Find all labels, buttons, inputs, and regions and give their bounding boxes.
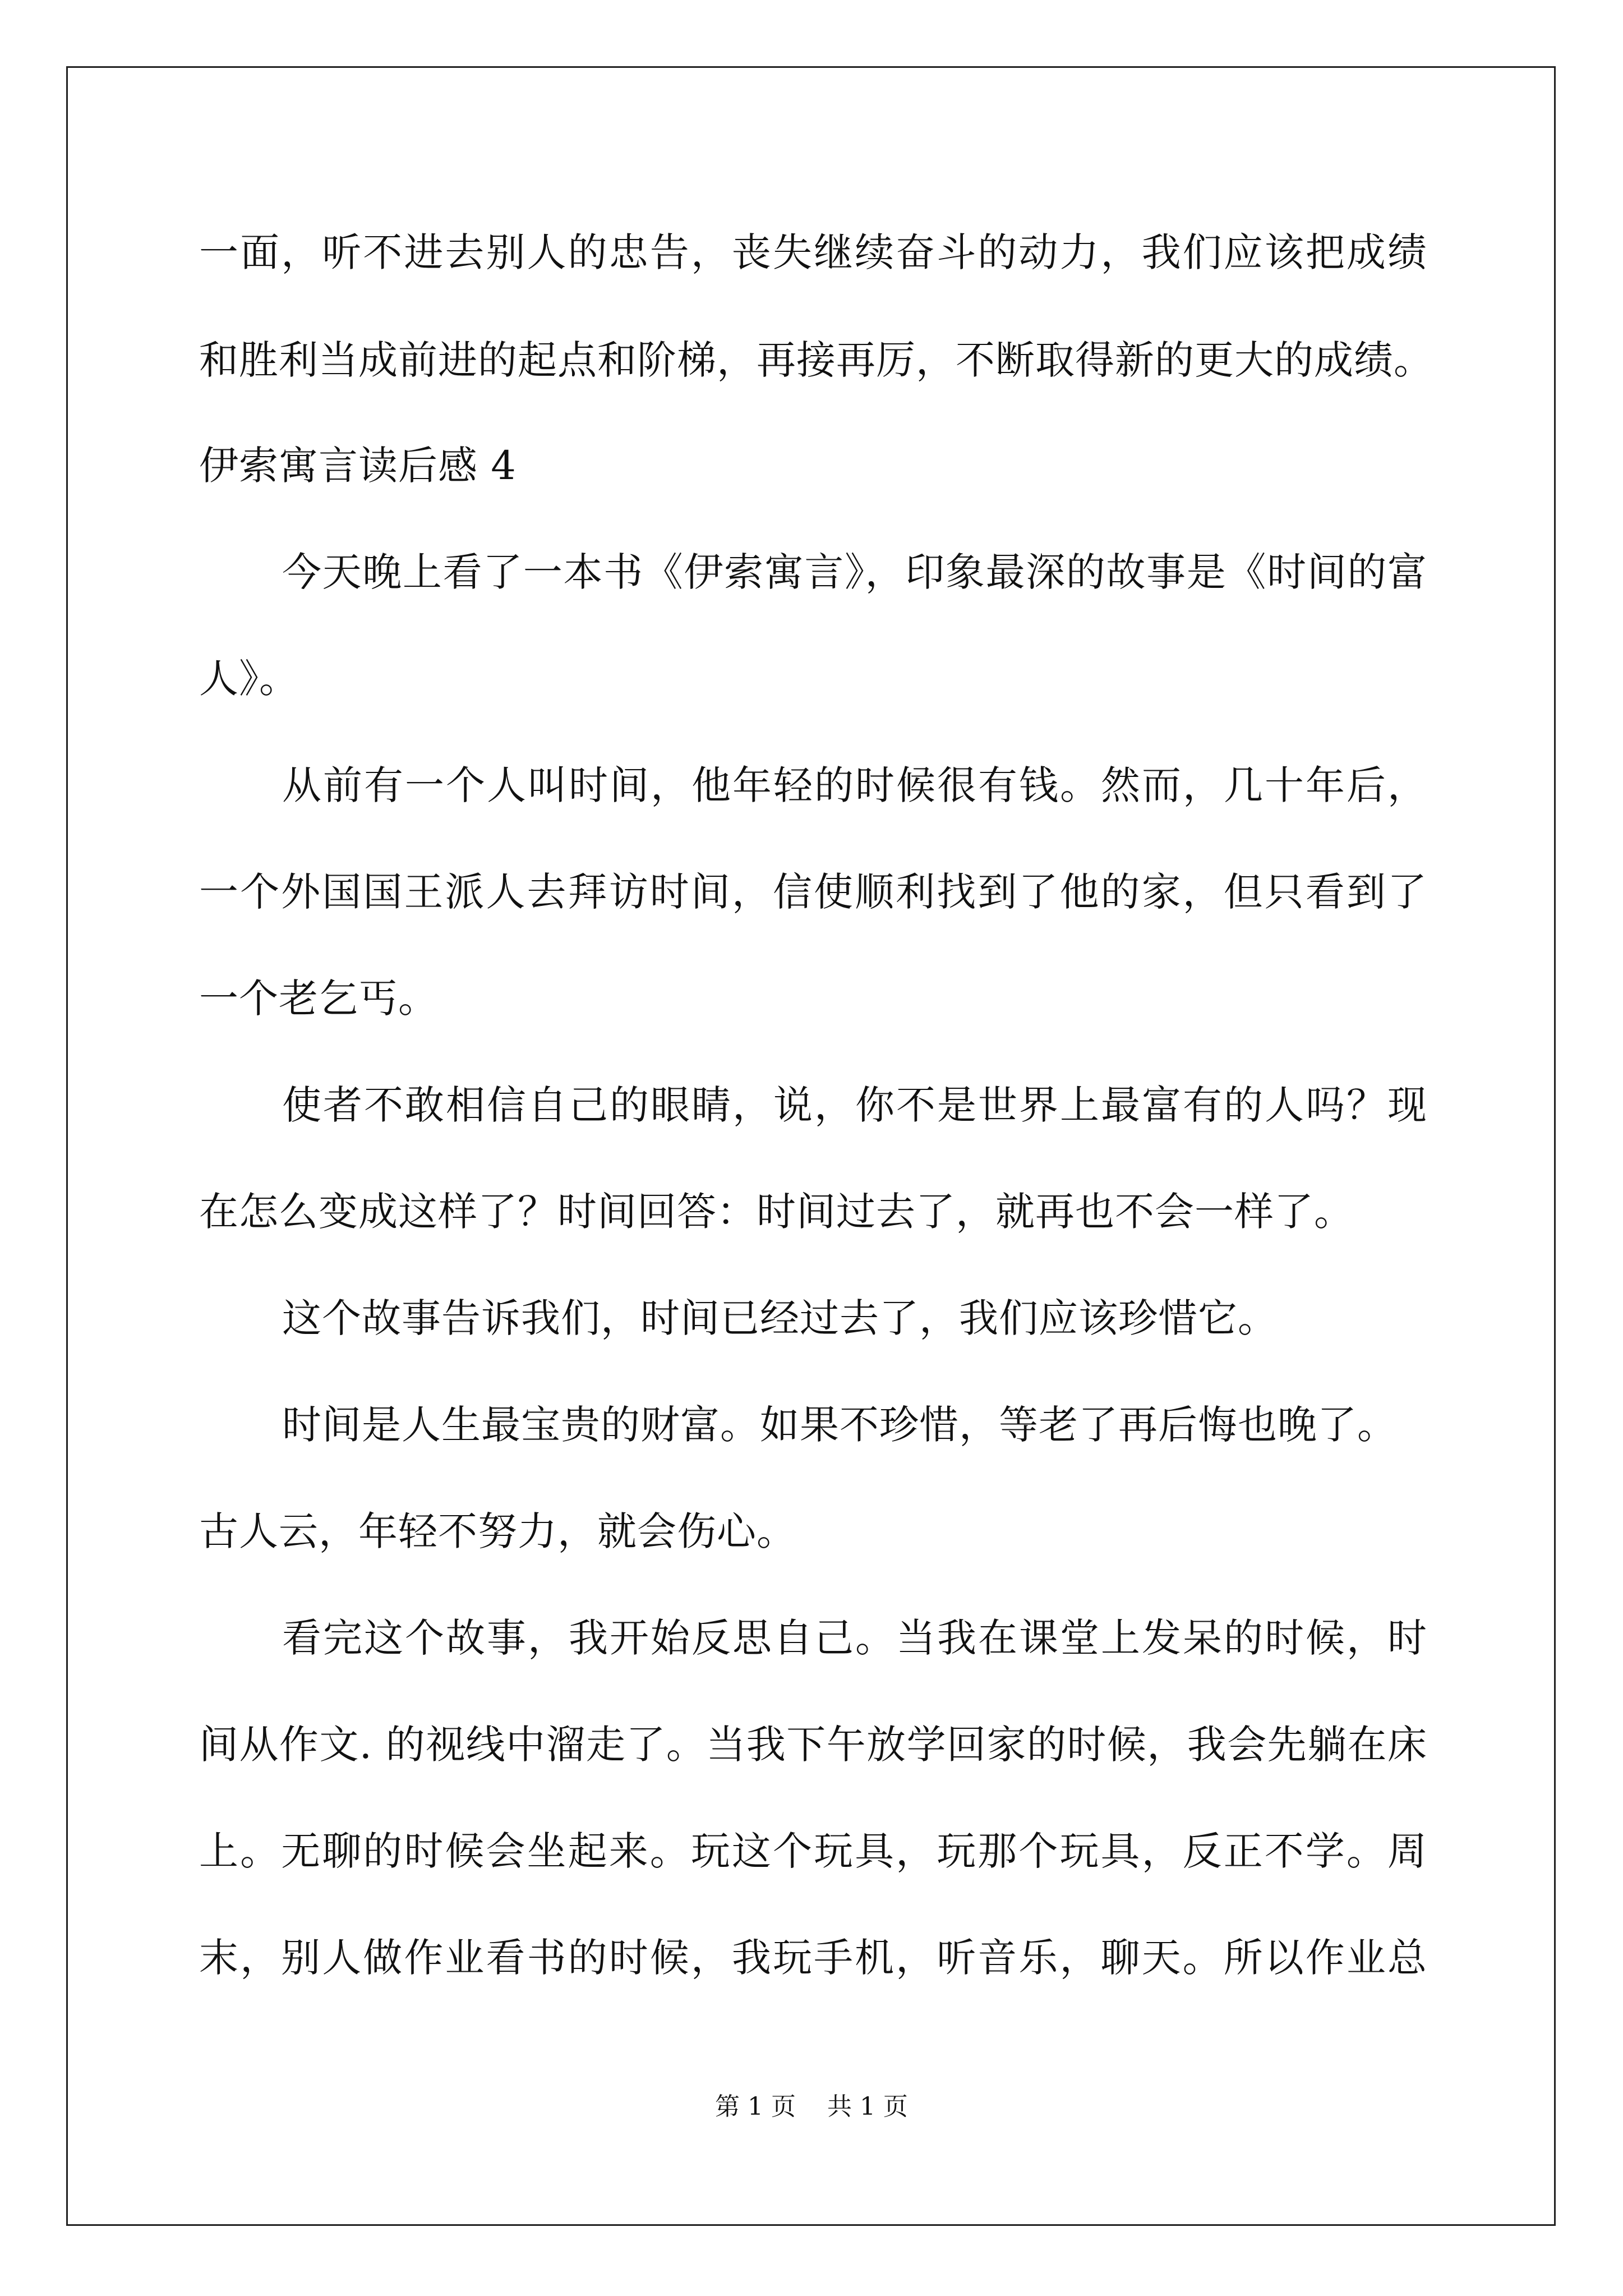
page-number-footer: 第 1 页 共 1 页 <box>715 2092 908 2121</box>
text-line-17: 末，别人做作业看书的时候，我玩手机，听音乐，聊天。所以作业总 <box>199 1935 1427 1981</box>
text-line-16: 上。无聊的时候会坐起来。玩这个玩具，玩那个玩具，反正不学。周 <box>199 1828 1427 1874</box>
text-line-7: 一个外国国王派人去拜访时间，信使顺利找到了他的家，但只看到了 <box>199 869 1427 915</box>
text-line-5: 人》。 <box>199 656 299 702</box>
text-line-1: 一面，听不进去别人的忠告，丧失继续奋斗的动力，我们应该把成绩 <box>199 229 1427 275</box>
text-line-2: 和胜利当成前进的起点和阶梯，再接再厉，不断取得新的更大的成绩。 <box>199 337 1433 383</box>
text-line-8: 一个老乞丐。 <box>199 976 438 1022</box>
text-line-11: 这个故事告诉我们，时间已经过去了，我们应该珍惜它。 <box>282 1295 1278 1341</box>
text-line-13: 古人云，年轻不努力，就会伤心。 <box>199 1508 796 1554</box>
text-line-15: 间从作文. 的视线中溜走了。当我下午放学回家的时候，我会先躺在床 <box>199 1722 1427 1768</box>
section-heading: 伊索寓言读后感 4 <box>199 443 517 489</box>
text-line-6: 从前有一个人叫时间，他年轻的时候很有钱。然而，几十年后， <box>282 762 1427 808</box>
text-line-10: 在怎么变成这样了？时间回答：时间过去了，就再也不会一样了。 <box>199 1189 1354 1235</box>
text-line-14: 看完这个故事，我开始反思自己。当我在课堂上发呆的时候，时 <box>282 1615 1427 1661</box>
text-line-4: 今天晚上看了一本书《伊索寓言》，印象最深的故事是《时间的富 <box>282 549 1427 595</box>
text-line-12: 时间是人生最宝贵的财富。如果不珍惜，等老了再后悔也晚了。 <box>282 1402 1397 1448</box>
page-border <box>66 66 1556 2226</box>
text-line-9: 使者不敢相信自己的眼睛，说，你不是世界上最富有的人吗？现 <box>282 1082 1427 1128</box>
